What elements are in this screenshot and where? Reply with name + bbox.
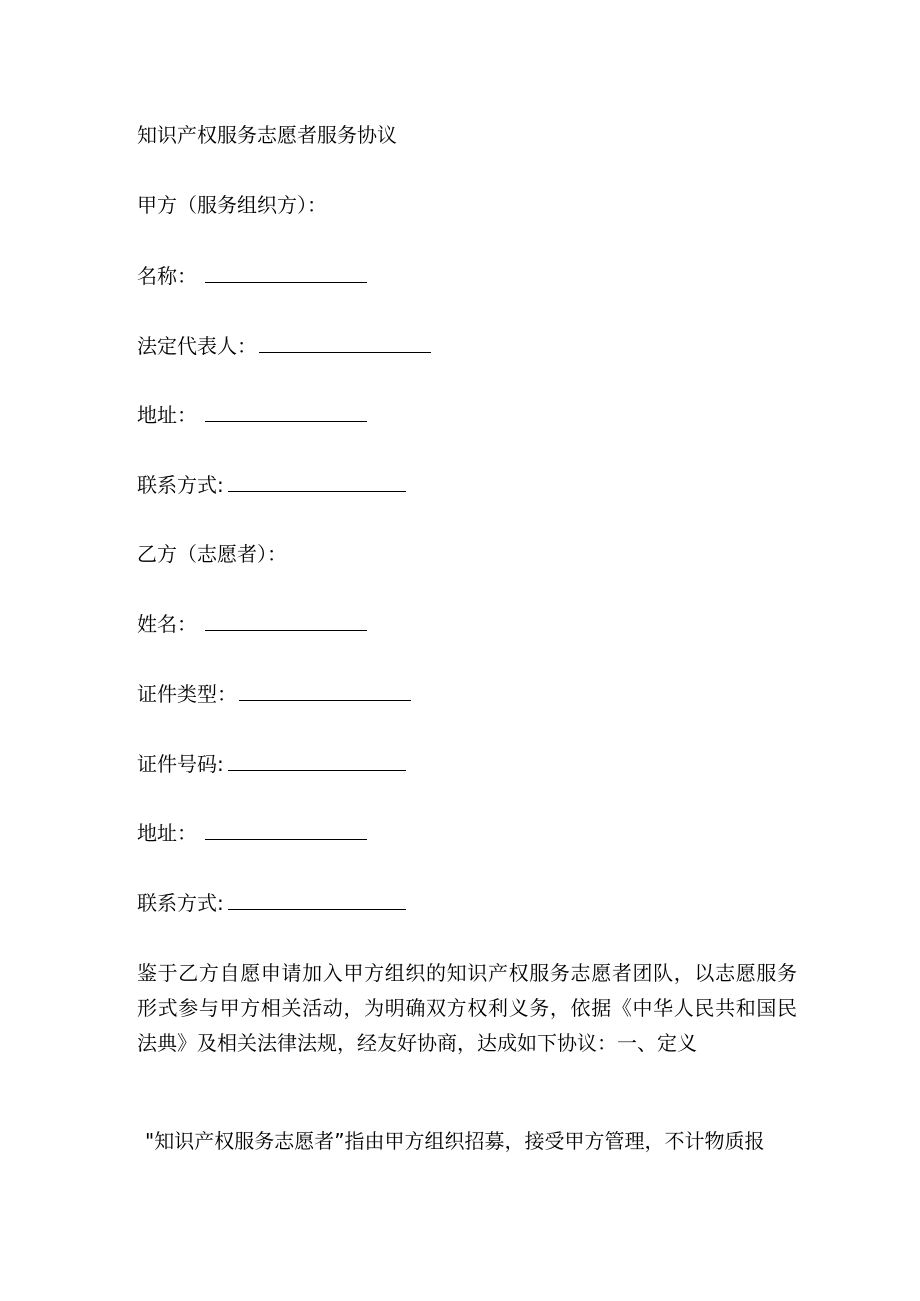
party-a-contact-label: 联系方式: [137, 473, 224, 497]
party-a-address-field [137, 399, 367, 430]
party-a-contact-blank [228, 469, 406, 492]
preamble-line-1: 鉴于乙方自愿申请加入甲方组织的知识产权服务志愿者团队，以志愿服务 [137, 961, 797, 985]
definition-paragraph [145, 1124, 765, 1159]
party-a-address-label: 地址： [137, 403, 197, 427]
party-a-contact-field [137, 469, 406, 500]
party-b-id-number-label: 证件号码: [137, 752, 224, 776]
party-b-id-type-label: 证件类型： [137, 682, 237, 706]
party-b-heading [137, 539, 287, 569]
party-a-name-label: 名称： [137, 264, 197, 288]
party-a-address-blank [205, 399, 367, 422]
party-a-name-blank [205, 260, 367, 283]
party-b-id-type-field [137, 678, 411, 709]
party-b-contact-blank [228, 887, 406, 910]
party-a-name-field [137, 260, 367, 291]
party-b-address-field [137, 817, 367, 848]
party-b-address-label: 地址： [137, 821, 197, 845]
definition-line-1: "知识产权服务志愿者”指由甲方组织招募，接受甲方管理，不计物质报 [145, 1129, 765, 1153]
party-b-contact-label: 联系方式: [137, 891, 224, 915]
party-a-rep-blank [259, 330, 431, 353]
party-a-rep-label: 法定代表人： [137, 334, 257, 358]
party-b-id-number-field [137, 748, 406, 779]
party-b-name-label: 姓名： [137, 612, 197, 636]
party-b-address-blank [205, 817, 367, 840]
party-b-contact-field [137, 887, 406, 918]
party-a-heading [137, 190, 327, 220]
party-b-id-number-blank [228, 748, 406, 771]
party-b-name-field [137, 608, 367, 639]
preamble-line-2: 形式参与甲方相关活动，为明确双方权利义务，依据《中华人民共和国民 [137, 996, 797, 1020]
preamble-line-3: 法典》及相关法律法规，经友好协商，达成如下协议：一、定义 [137, 1031, 697, 1055]
party-a-heading-text: 甲方（服务组织方）： [137, 193, 327, 217]
party-b-name-blank [205, 608, 367, 631]
document-title: 知识产权服务志愿者服务协议 [137, 123, 397, 147]
preamble-paragraph [137, 956, 797, 1061]
party-b-id-type-blank [239, 678, 411, 701]
party-a-rep-field [137, 330, 431, 361]
party-b-heading-text: 乙方（志愿者）： [137, 542, 287, 566]
